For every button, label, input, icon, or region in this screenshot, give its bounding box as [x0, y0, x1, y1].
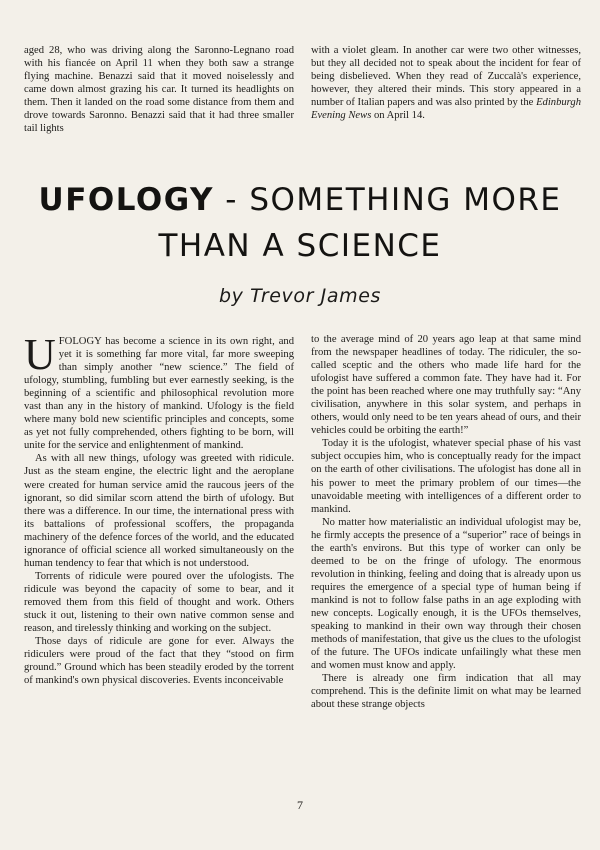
article-paragraph [24, 330, 294, 452]
article-column-left [24, 330, 294, 687]
article-paragraph: No matter how materialistic an individual ufologist may be, he firmly accepts the presence of a “superior” race of beings in the earth's environs. But this type of worker can only be deemed to be on the fringe of ufology. The enormous revolution in thinking, feeling and doing that is already upon us requires the emergence of a special type of human being if mankind is not to follow false paths in an age exploding with new concepts. Logically enough, it is the UFOs themselves, speaking to mankind in their own way through their chosen methods of manifestation, that give us the clues to the ufologist of the future. The UFOs indicate unfailingly what these men and women must know and apply. [311, 516, 581, 672]
article-paragraph-text: FOLOGY has become a science in its own right, and yet it is something far more vital, far more sweeping than simply another “new science.” The field of ufology, stumbling, fumbling but ever earnestly seeking, is the beginning of a scientific and philosophical revolution more vast than any in the history of mankind. Ufology is the field where many bold new scientific principles and concepts, some as yet not fully comprehended, others fighting to be born, will unite for the service and enlightenment of mankind. [24, 336, 294, 452]
drop-cap: U [24, 330, 56, 379]
previous-article-text-right [311, 44, 581, 122]
article-byline: by Trevor James [218, 285, 382, 307]
publication-name: Edinburgh Evening News [311, 97, 581, 122]
article-column-right [311, 333, 581, 711]
previous-article-text-right-a: with a violet gleam. In another car were two other witnesses, but they all decided not to speak about the incident for fear of being disbelieved. When they read of Zuccalà's experience, however, they altered their minds. This story appeared in a number of Italian papers and was also printed by the [311, 45, 581, 109]
article-paragraph: Torrents of ridicule were poured over the ufologists. The ridicule was beyond the capacity of some to bear, and it removed them from this field of thought and work. Others stuck it out, listening to their own native common sense and reason, and tirelessly thinking and working on the subject. [24, 570, 294, 635]
article-paragraph: As with all new things, ufology was greeted with ridicule. Just as the steam engine, the electric light and the aeroplane were created for human service amid the raucous jeers of the ignorant, so did similar scorn attend the birth of ufology. But there was a difference. In our time, the international press with its battalions of professional scoffers, the propaganda machinery of the defence forces of the world, and the educated ignorance of official science all worked simultaneously on the human tendency to fear that which is not understood. [24, 453, 294, 569]
previous-article-text-right-b: on April 14. [371, 110, 425, 122]
page-number: 7 [297, 798, 303, 812]
article-paragraph: to the average mind of 20 years ago leap at that same mind from the newspaper headlines of today. The ridiculer, the so-called sceptic and the others who made life hard for the ufologist have suffered a common fate. They have had it. For the point has been reached where one may truthfully say: “Any civilisation, anywhere in this solar system, and perhaps in others, would only need to be ten years ahead of ours, and their vehicles could be orbiting the earth!” [311, 334, 581, 437]
article-title-bold: UFOLOGY [38, 182, 214, 218]
article-title-rest: - SOMETHING MORE [213, 182, 562, 218]
article-paragraph: There is already one firm indication that all may comprehend. This is the definite limit on what may be learned about these strange objects [311, 673, 581, 711]
article-paragraph: Today it is the ufologist, whatever special phase of his vast subject occupies him, who is conceptually ready for the impact on the earth of other civilisations. The ufologist has done all in his power to meet the primary problem of our times—the unavoidable meeting with intelligences of a different order to mankind. [311, 438, 581, 515]
article-title-line-2: THAN A SCIENCE [158, 228, 442, 264]
article-paragraph: Those days of ridicule are gone for ever. Always the ridiculers were proud of the fact that they “stood on firm ground.” Ground which has been steadily eroded by the torrent of mankind's own physical discoveries. Events inconceivable [24, 636, 294, 687]
previous-article-column-right [311, 44, 581, 122]
article-title-line-1 [0, 182, 600, 218]
previous-article-column-left [24, 44, 294, 135]
previous-article-text-left: aged 28, who was driving along the Saronno-Legnano road with his fiancée on April 11 when they both saw a strange flying machine. Benazzi said that it moved noiselessly and came down almost grazing his car. It turned its headlights on them. Then it landed on the road some distance from them and drove towards Saronno. Benazzi said that it had three smaller tail lights [24, 45, 294, 135]
